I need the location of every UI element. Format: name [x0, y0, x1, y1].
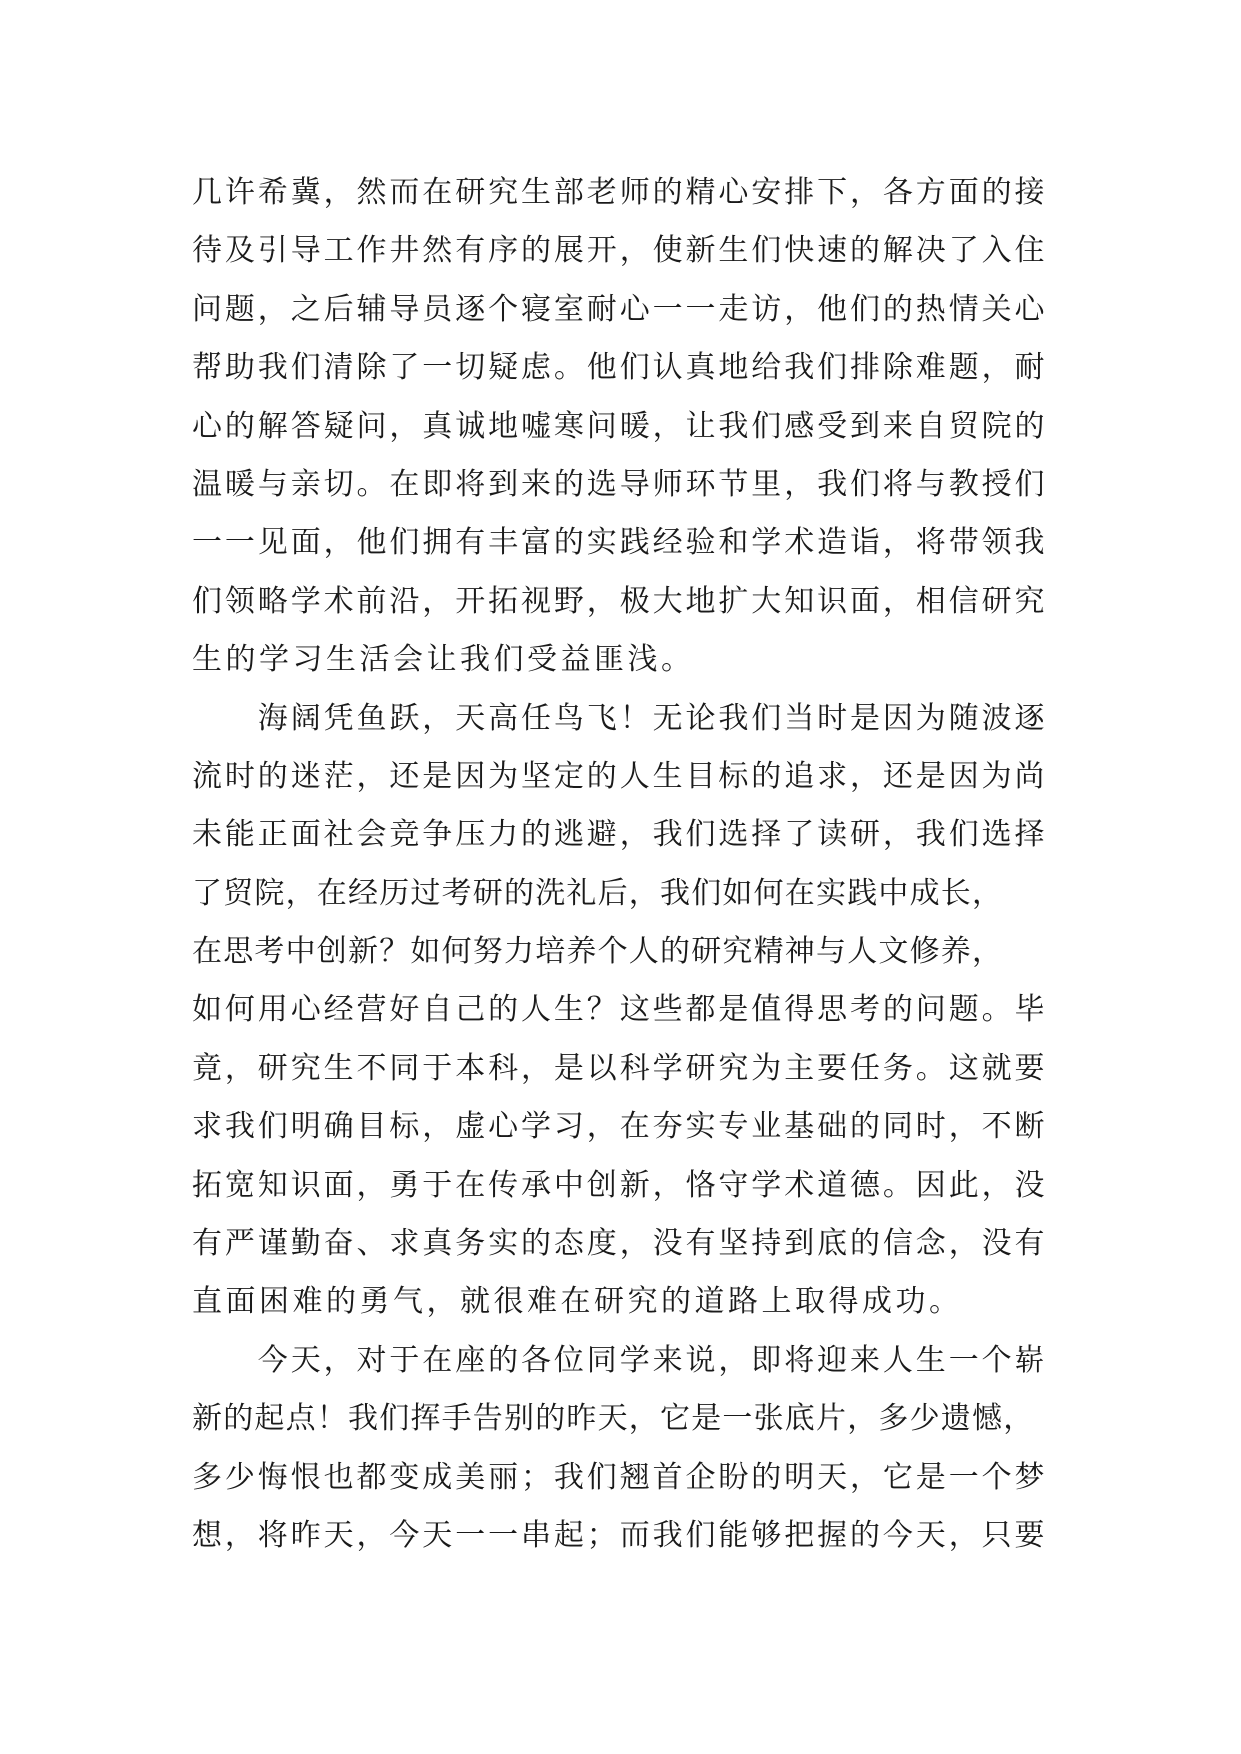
- text-line: 求我们明确目标，虚心学习，在夯实专业基础的同时，不断: [192, 1109, 1048, 1145]
- text-line: 生的学习生活会让我们受益匪浅。: [192, 642, 695, 678]
- paragraph-start-line: 今天，对于在座的各位同学来说，即将迎来人生一个崭: [192, 1342, 1048, 1378]
- text-line: 问题，之后辅导员逐个寝室耐心一一走访，他们的热情关心: [192, 291, 1048, 327]
- text-line: 心的解答疑问，真诚地嘘寒问暖，让我们感受到来自贸院的: [192, 408, 1048, 444]
- text-line: 们领略学术前沿，开拓视野，极大地扩大知识面，相信研究: [192, 583, 1048, 619]
- text-line: 流时的迷茫，还是因为坚定的人生目标的追求，还是因为尚: [192, 758, 1048, 794]
- text-line: 了贸院，在经历过考研的洗礼后，我们如何在实践中成长，: [192, 875, 1004, 911]
- text-line: 温暖与亲切。在即将到来的选导师环节里，我们将与教授们: [192, 466, 1048, 502]
- text-line: 新的起点！我们挥手告别的昨天，它是一张底片，多少遗憾，: [192, 1401, 1035, 1437]
- text-line: 几许希冀，然而在研究生部老师的精心安排下，各方面的接: [192, 175, 1048, 210]
- text-line: 帮助我们清除了一切疑虑。他们认真地给我们排除难题，耐: [192, 350, 1048, 386]
- text-line: 直面困难的勇气，就很难在研究的道路上取得成功。: [192, 1284, 963, 1320]
- text-line: 多少悔恨也都变成美丽；我们翘首企盼的明天，它是一个梦: [192, 1459, 1048, 1495]
- text-line: 想，将昨天，今天一一串起；而我们能够把握的今天，只要: [192, 1517, 1048, 1553]
- text-line: 有严谨勤奋、求真务实的态度，没有坚持到底的信念，没有: [192, 1226, 1048, 1262]
- text-line: 一一见面，他们拥有丰富的实践经验和学术造诣，将带领我: [192, 525, 1048, 561]
- text-line: 拓宽知识面，勇于在传承中创新，恪守学术道德。因此，没: [192, 1167, 1048, 1203]
- text-line: 未能正面社会竞争压力的逃避，我们选择了读研，我们选择: [192, 817, 1048, 853]
- text-line: 待及引导工作井然有序的展开，使新生们快速的解决了入住: [192, 233, 1048, 269]
- paragraph-start-line: 海阔凭鱼跃，天高任鸟飞！无论我们当时是因为随波逐: [192, 700, 1048, 736]
- text-line: 竟，研究生不同于本科，是以科学研究为主要任务。这就要: [192, 1050, 1048, 1086]
- text-line: 在思考中创新？如何努力培养个人的研究精神与人文修养，: [192, 934, 1004, 970]
- text-line: 如何用心经营好自己的人生？这些都是值得思考的问题。毕: [192, 992, 1048, 1028]
- body-text: [192, 164, 1052, 1565]
